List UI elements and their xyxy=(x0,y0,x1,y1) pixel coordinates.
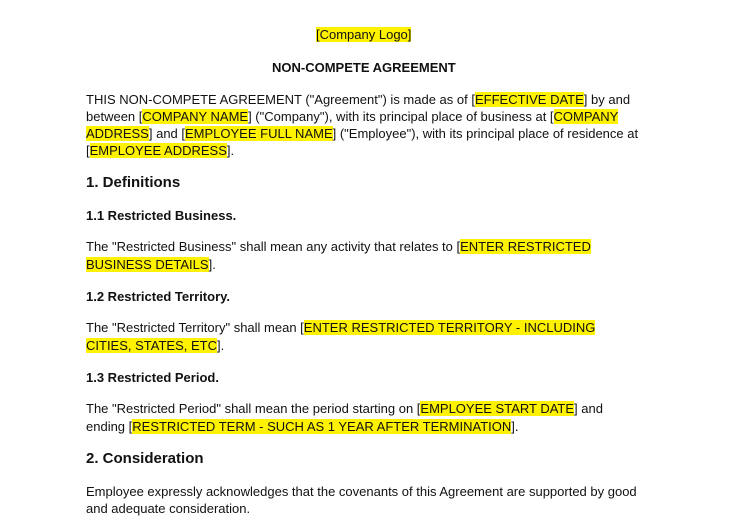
company-address-field-cont: ADDRESS xyxy=(86,126,149,141)
employee-address-field: EMPLOYEE ADDRESS xyxy=(89,143,227,158)
section-2-line-1: Employee expressly acknowledges that the covenants of this Agreement are supported by good xyxy=(86,484,637,499)
section-1-1-line-2: BUSINESS DETAILS]. xyxy=(86,257,216,272)
employee-start-date-field: EMPLOYEE START DATE xyxy=(420,401,575,416)
section-1-heading: 1. Definitions xyxy=(86,174,181,191)
company-name-field: COMPANY NAME xyxy=(142,109,249,124)
employee-name-field: EMPLOYEE FULL NAME xyxy=(185,126,333,141)
section-1-3-line-1: The "Restricted Period" shall mean the period starting on [EMPLOYEE START DATE] and xyxy=(86,401,603,416)
restricted-business-field: ENTER RESTRICTED xyxy=(460,239,591,254)
section-1-1-line-1: The "Restricted Business" shall mean any activity that relates to [ENTER RESTRICTED xyxy=(86,239,591,254)
restricted-territory-field: ENTER RESTRICTED TERRITORY - INCLUDING xyxy=(303,320,596,335)
intro-line-3: ADDRESS] and [EMPLOYEE FULL NAME] ("Employee"), with its principal place of residence at xyxy=(86,126,639,141)
restricted-term-field: RESTRICTED TERM - SUCH AS 1 YEAR AFTER TERMINATION xyxy=(132,419,512,434)
company-address-field: COMPANY xyxy=(553,109,619,124)
intro-line-4: [EMPLOYEE ADDRESS]. xyxy=(86,143,235,158)
section-1-2-line-2: CITIES, STATES, ETC]. xyxy=(86,338,225,353)
section-1-1-heading: 1.1 Restricted Business. xyxy=(86,208,237,223)
section-1-2-line-1: The "Restricted Territory" shall mean [ENTER RESTRICTED TERRITORY - INCLUDING xyxy=(86,320,596,335)
section-1-3-heading: 1.3 Restricted Period. xyxy=(86,370,219,385)
intro-line-2: between [COMPANY NAME] ("Company"), with its principal place of business at [COMPANY xyxy=(86,109,619,124)
company-logo-placeholder: [Company Logo] xyxy=(316,27,412,42)
intro-line-1: THIS NON-COMPETE AGREEMENT ("Agreement") is made as of [EFFECTIVE DATE] by and xyxy=(86,92,631,107)
section-1-2-heading: 1.2 Restricted Territory. xyxy=(86,289,231,304)
document-title: NON-COMPETE AGREEMENT xyxy=(272,60,456,75)
section-1-3-line-2: ending [RESTRICTED TERM - SUCH AS 1 YEAR AFTER TERMINATION]. xyxy=(86,419,519,434)
restricted-business-field-cont: BUSINESS DETAILS xyxy=(86,257,209,272)
effective-date-field: EFFECTIVE DATE xyxy=(474,92,584,107)
section-2-line-2: and adequate consideration. xyxy=(86,501,251,516)
section-2-heading: 2. Consideration xyxy=(86,450,204,467)
restricted-territory-field-cont: CITIES, STATES, ETC xyxy=(86,338,217,353)
